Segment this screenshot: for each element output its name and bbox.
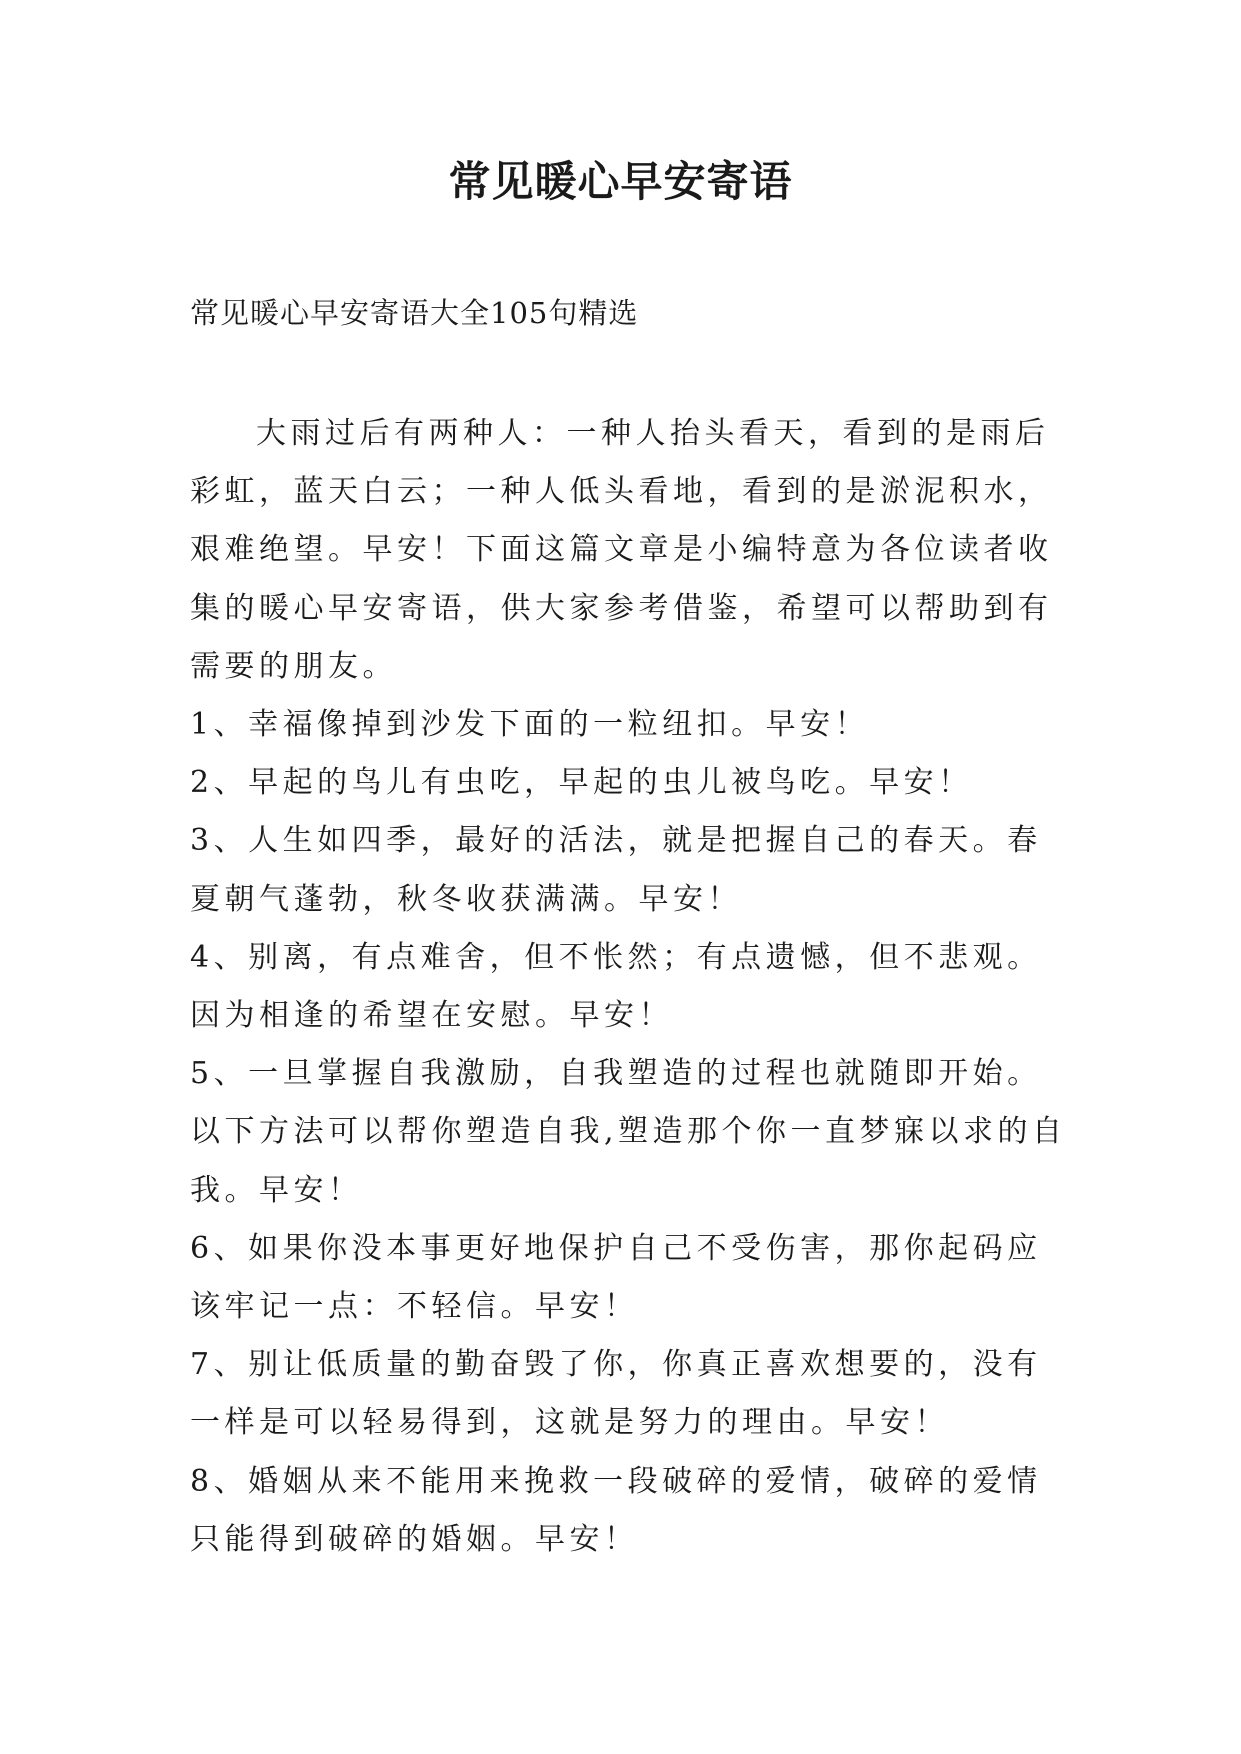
list-item: 6、如果你没本事更好地保护自己不受伤害，那你起码应该牢记一点：不轻信。早安！ (190, 1230, 1042, 1325)
document-subtitle: 常见暖心早安寄语大全105句精选 (190, 296, 639, 330)
list-item: 1、幸福像掉到沙发下面的一粒纽扣。早安！ (190, 707, 870, 743)
list-item: 8、婚姻从来不能用来挽救一段破碎的爱情，破碎的爱情只能得到破碎的婚姻。早安！ (190, 1463, 1042, 1557)
list-item: 2、早起的鸟儿有虫吃，早起的虫儿被鸟吃。早安！ (190, 765, 973, 801)
document-title: 常见暖心早安寄语 (448, 157, 793, 206)
document-body (190, 405, 1070, 1569)
intro-paragraph: 大雨过后有两种人：一种人抬头看天，看到的是雨后彩虹，蓝天白云；一种人低头看地，看到的是淤泥积水，艰难绝望。早安！下面这篇文章是小编特意为各位读者收集的暖心早安寄语，供大家参考借鉴，希望可以帮助到有需要的朋友。 (190, 416, 1053, 684)
list-item: 5、一旦掌握自我激励，自我塑造的过程也就随即开始。以下方法可以帮你塑造自我,塑造那个你一直梦寐以求的自我。早安！ (190, 1056, 1067, 1208)
list-item: 7、别让低质量的勤奋毁了你，你真正喜欢想要的，没有一样是可以轻易得到，这就是努力的理由。早安！ (190, 1347, 1042, 1441)
list-item: 4、别离，有点难舍，但不怅然；有点遗憾，但不悲观。因为相逢的希望在安慰。早安！ (190, 939, 1042, 1034)
list-item: 3、人生如四季，最好的活法，就是把握自己的春天。春夏朝气蓬勃，秋冬收获满满。早安！ (190, 823, 1042, 917)
